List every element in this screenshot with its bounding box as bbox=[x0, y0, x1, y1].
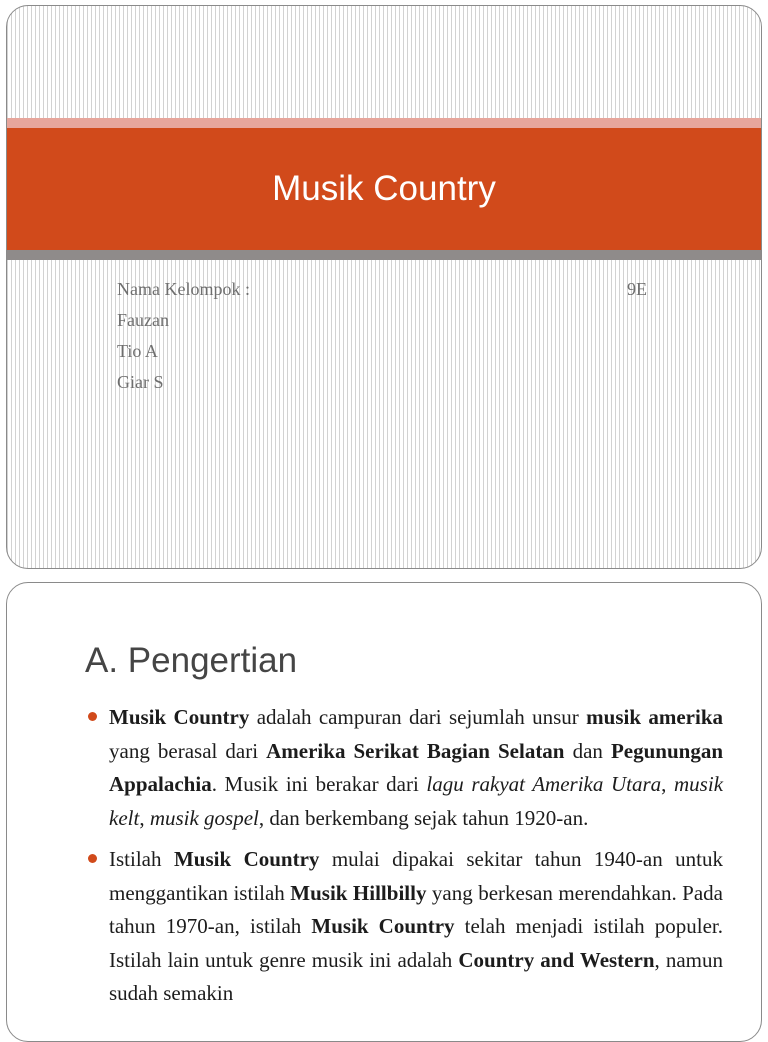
title-band-top-stripe bbox=[7, 118, 761, 128]
text-run: Musik Country bbox=[109, 705, 250, 729]
text-run: lagu rakyat Amerika Utara bbox=[426, 772, 662, 796]
title-band-bottom-stripe bbox=[7, 250, 761, 260]
slide-title: Musik Country bbox=[272, 169, 496, 208]
text-run: telah menjadi istilah populer. Istilah lain untuk genre musik ini adalah bbox=[109, 914, 723, 972]
text-run: dan bbox=[564, 738, 611, 763]
text-run: musik gospel bbox=[149, 805, 259, 830]
text-run: , bbox=[661, 772, 675, 796]
text-run: Istilah bbox=[109, 847, 174, 871]
text-run: Musik Country bbox=[311, 914, 455, 938]
text-run: mulai dipakai sekitar tahun 1940-an untuk menggantikan istilah bbox=[109, 847, 723, 905]
text-run: Amerika Serikat Bagian Selatan bbox=[266, 738, 565, 763]
text-run: , dan berkembang sejak tahun 1920-an. bbox=[258, 805, 589, 830]
text-run: adalah campuran dari sejumlah unsur bbox=[249, 705, 587, 729]
text-run: , namun sudah semakin bbox=[109, 947, 723, 1005]
group-info bbox=[117, 274, 647, 398]
text-run: Country and Western bbox=[458, 947, 655, 972]
bullet-text bbox=[109, 701, 723, 835]
text-run: yang berasal dari bbox=[109, 738, 267, 763]
bullet-dot-icon bbox=[88, 712, 97, 721]
bullet-item bbox=[87, 701, 723, 835]
text-run: Pegunungan Appalachia bbox=[109, 738, 723, 796]
bullet-list bbox=[87, 701, 723, 1019]
bullet-text bbox=[109, 843, 723, 1011]
text-run: Musik Hillbilly bbox=[290, 880, 427, 905]
section-heading: A. Pengertian bbox=[85, 641, 298, 680]
text-run: Musik Country bbox=[173, 847, 320, 871]
title-slide bbox=[6, 5, 762, 569]
bullet-dot-icon bbox=[88, 854, 97, 863]
text-run: . Musik ini berakar dari bbox=[211, 772, 427, 796]
text-run: musik kelt bbox=[109, 772, 724, 830]
member-name: Fauzan bbox=[117, 310, 169, 330]
member-name: Giar S bbox=[117, 372, 164, 392]
class-label: 9E bbox=[627, 279, 647, 299]
text-run: , bbox=[139, 805, 150, 830]
bullet-item bbox=[87, 843, 723, 1011]
text-run: yang berkesan merendahkan. Pada tahun 1970-an, istilah bbox=[109, 880, 723, 938]
group-label: Nama Kelompok : bbox=[117, 279, 250, 299]
content-slide bbox=[6, 582, 762, 1042]
text-run: musik amerika bbox=[586, 705, 724, 729]
member-name: Tio A bbox=[117, 341, 158, 361]
